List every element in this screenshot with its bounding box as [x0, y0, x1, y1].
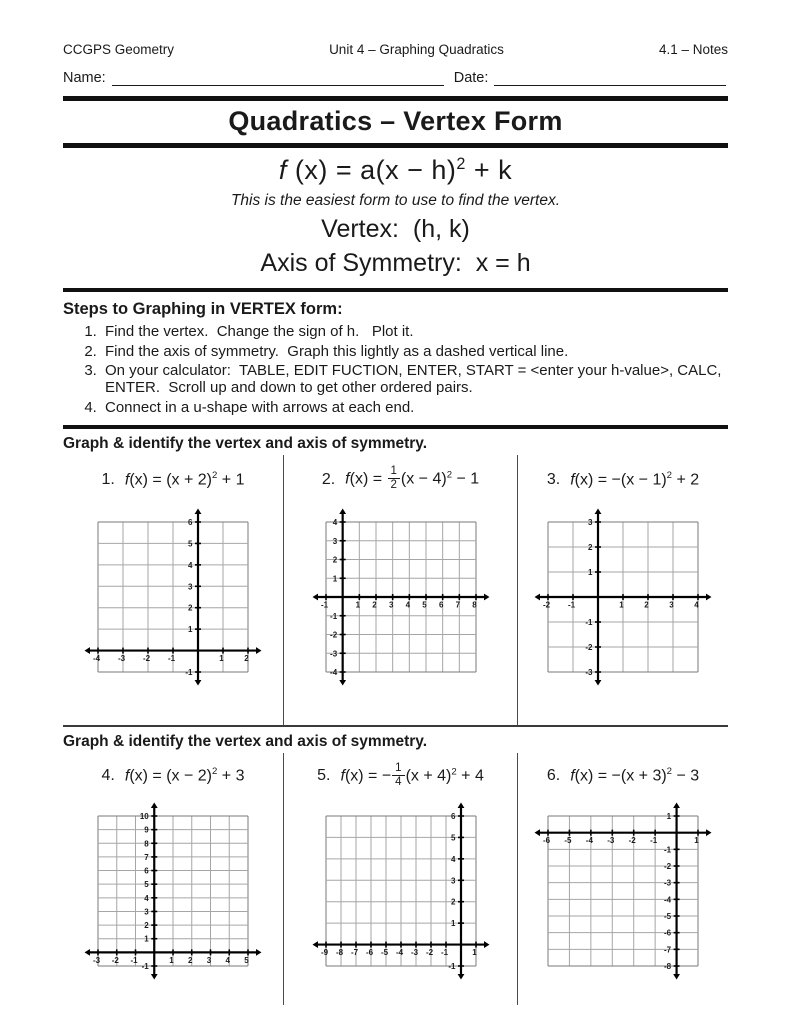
svg-text:-2: -2 [628, 836, 636, 846]
svg-text:8: 8 [144, 839, 149, 849]
svg-text:1: 1 [219, 653, 224, 663]
section-2-heading: Graph & identify the vertex and axis of symmetry. [63, 733, 428, 750]
svg-text:-1: -1 [329, 611, 337, 621]
svg-text:1: 1 [666, 812, 672, 821]
svg-text:-2: -2 [425, 948, 433, 958]
step-item-1: 1. Find the vertex. Change the sign of h. Plot it. [101, 323, 728, 340]
svg-text:-2: -2 [585, 642, 593, 652]
svg-text:-1: -1 [440, 948, 448, 958]
svg-text:7: 7 [144, 852, 149, 862]
svg-text:6: 6 [450, 812, 455, 821]
name-label: Name: [63, 70, 106, 86]
svg-text:-7: -7 [663, 945, 672, 955]
problem-2-formula: f(x) = $\frac{1}{2}$ $(x - 4)^2 - 1$ [345, 465, 480, 491]
svg-text:-4: -4 [329, 667, 337, 677]
svg-text:-3: -3 [585, 667, 593, 677]
svg-text:-3: -3 [92, 955, 101, 965]
svg-text:6: 6 [188, 517, 193, 527]
page-header [63, 42, 728, 57]
problem-2-graph [311, 507, 491, 692]
problem-6-graph [533, 801, 713, 986]
svg-text:5: 5 [450, 833, 455, 843]
name-blank-line [112, 70, 444, 86]
page-title: Quadratics – Vertex Form [228, 106, 563, 136]
svg-text:4: 4 [694, 600, 699, 609]
section-1-heading: Graph & identify the vertex and axis of symmetry. [63, 434, 428, 452]
svg-text:-4: -4 [663, 895, 672, 905]
title-rule-bottom [63, 143, 728, 148]
svg-text:-9: -9 [320, 948, 328, 958]
problems-row-2 [63, 753, 728, 1005]
svg-text:2: 2 [644, 600, 649, 609]
svg-text:-4: -4 [585, 836, 593, 846]
svg-text:7: 7 [455, 600, 460, 609]
steps-list [87, 323, 728, 416]
svg-text:2: 2 [188, 955, 193, 965]
svg-text:-6: -6 [365, 948, 373, 958]
problem-1-formula: $f(x) = (x + 2)^2 + 1$ [124, 469, 245, 489]
name-date-row [63, 70, 728, 86]
svg-text:-1: -1 [663, 845, 672, 855]
svg-text:-1: -1 [585, 617, 593, 627]
svg-text:8: 8 [471, 600, 477, 609]
svg-text:2: 2 [144, 921, 149, 931]
svg-text:-5: -5 [663, 912, 672, 921]
svg-text:2: 2 [371, 600, 377, 609]
problem-6-number: 6. [546, 767, 561, 784]
svg-text:5: 5 [188, 538, 193, 548]
problem-4-graph [83, 801, 263, 986]
svg-text:1: 1 [588, 567, 593, 577]
svg-text:5: 5 [144, 880, 149, 890]
svg-text:-2: -2 [329, 630, 337, 639]
svg-text:-1: -1 [650, 836, 658, 846]
vertex-definition: Vertex: (h, k) [321, 215, 470, 243]
svg-text:1: 1 [332, 573, 337, 583]
svg-text:3: 3 [332, 536, 337, 546]
svg-text:-5: -5 [380, 948, 388, 958]
steps-heading: Steps to Graphing in VERTEX form: [63, 300, 343, 318]
problem-3-graph [533, 507, 713, 692]
problem-5-cell [283, 753, 517, 1005]
svg-text:6: 6 [438, 600, 443, 609]
problem-2-statement [322, 455, 479, 505]
svg-text:1: 1 [619, 600, 624, 609]
unit-label: Unit 4 – Graphing Quadratics [329, 42, 504, 57]
problem-1-number: 1. [101, 470, 115, 488]
problem-5-formula: f(x) = − $\frac{1}{4}$ $(x + 4)^2 + 4$ [340, 761, 484, 788]
svg-text:-2: -2 [142, 653, 151, 663]
problem-4-formula: $f(x) = (x - 2)^2 + 3$ [124, 766, 245, 785]
svg-text:3: 3 [669, 600, 674, 609]
problem-2-number: 2. [321, 470, 336, 488]
title-rule-top [63, 96, 728, 101]
svg-text:-4: -4 [395, 948, 403, 958]
problem-1-cell [63, 455, 283, 725]
svg-text:1: 1 [694, 836, 699, 846]
date-blank-line [494, 70, 726, 86]
vertex-form-formula: f $(x) = a(x - h)^2 + k$ [278, 155, 513, 185]
svg-text:-1: -1 [185, 667, 193, 677]
step-item-4: 4. Connect in a u-shape with arrows at each end. [101, 399, 728, 416]
problems-row-1 [63, 455, 728, 725]
svg-text:3: 3 [388, 600, 393, 609]
svg-text:-3: -3 [607, 836, 615, 846]
svg-text:-1: -1 [567, 600, 576, 609]
svg-text:2: 2 [244, 653, 249, 663]
svg-text:-6: -6 [663, 928, 672, 938]
section-divider-rule [63, 725, 728, 728]
problem-3-statement [547, 455, 699, 505]
svg-text:9: 9 [144, 825, 149, 835]
svg-text:3: 3 [144, 907, 149, 917]
problem-6-statement [547, 753, 699, 799]
problem-4-cell [63, 753, 283, 1005]
svg-text:-8: -8 [335, 948, 343, 958]
svg-text:1: 1 [188, 624, 193, 634]
svg-text:5: 5 [244, 955, 249, 965]
svg-text:6: 6 [144, 866, 149, 876]
svg-text:4: 4 [188, 560, 193, 570]
formula-subtitle: This is the easiest form to use to find the vertex. [230, 192, 561, 209]
course-label: CCGPS Geometry [63, 42, 175, 57]
svg-text:-2: -2 [542, 600, 551, 609]
svg-text:4: 4 [225, 955, 230, 965]
svg-text:-3: -3 [663, 878, 672, 888]
problem-4-number: 4. [101, 767, 115, 784]
svg-text:3: 3 [188, 581, 193, 591]
step-item-3: 3. On your calculator: TABLE, EDIT FUCTION, ENTER, START = <enter your h-value>, CALC, ENTER. Scroll up and down to get other ordered pairs. [101, 362, 728, 396]
svg-text:-3: -3 [410, 948, 418, 958]
svg-text:3: 3 [588, 517, 593, 527]
svg-text:-1: -1 [167, 653, 176, 663]
problem-5-number: 5. [317, 767, 331, 784]
date-label: Date: [453, 70, 489, 86]
svg-text:1: 1 [471, 948, 477, 958]
svg-text:4: 4 [144, 893, 149, 903]
svg-text:2: 2 [332, 555, 337, 564]
problem-3-number: 3. [546, 470, 561, 488]
axis-of-symmetry-definition: Axis of Symmetry: x = h [260, 249, 531, 277]
svg-text:-6: -6 [542, 836, 551, 846]
svg-text:5: 5 [421, 600, 427, 609]
problem-6-formula: $f(x) = -(x + 3)^2 - 3$ [570, 766, 700, 785]
problem-6-cell [517, 753, 728, 1005]
svg-text:-1: -1 [130, 955, 138, 965]
svg-text:-2: -2 [111, 955, 119, 965]
problem-4-statement [102, 753, 245, 799]
svg-text:-3: -3 [329, 648, 337, 658]
svg-text:4: 4 [450, 854, 455, 864]
problem-5-graph [311, 801, 491, 986]
problem-3-formula: $f(x) = -(x - 1)^2 + 2$ [570, 469, 700, 489]
problem-5-statement [317, 753, 484, 799]
svg-text:10: 10 [139, 812, 149, 821]
svg-text:1: 1 [169, 955, 174, 965]
svg-text:-3: -3 [117, 653, 126, 663]
svg-text:4: 4 [332, 517, 337, 527]
svg-text:1: 1 [355, 600, 360, 609]
problem-2-cell [283, 455, 517, 725]
svg-text:2: 2 [450, 897, 455, 907]
svg-text:-1: -1 [141, 962, 149, 971]
step-item-2: 2. Find the axis of symmetry. Graph this lightly as a dashed vertical line. [101, 343, 728, 360]
problem-1-statement [102, 455, 245, 505]
svg-text:-7: -7 [350, 948, 358, 958]
problem-3-cell [517, 455, 728, 725]
svg-text:-5: -5 [564, 836, 572, 846]
svg-text:1: 1 [144, 934, 149, 944]
svg-text:-4: -4 [92, 653, 101, 663]
svg-text:3: 3 [450, 876, 455, 886]
svg-text:-1: -1 [447, 962, 455, 971]
steps-rule-bottom [63, 425, 728, 429]
svg-text:4: 4 [405, 600, 410, 609]
svg-text:-2: -2 [663, 862, 672, 871]
svg-text:-1: -1 [320, 600, 328, 609]
svg-text:-8: -8 [663, 962, 672, 971]
problem-1-graph [83, 507, 263, 692]
svg-text:2: 2 [188, 603, 193, 613]
svg-text:3: 3 [206, 955, 212, 965]
steps-rule-top [63, 288, 728, 292]
svg-text:1: 1 [450, 919, 455, 929]
svg-text:2: 2 [588, 542, 593, 552]
notes-label: 4.1 – Notes [658, 42, 728, 57]
